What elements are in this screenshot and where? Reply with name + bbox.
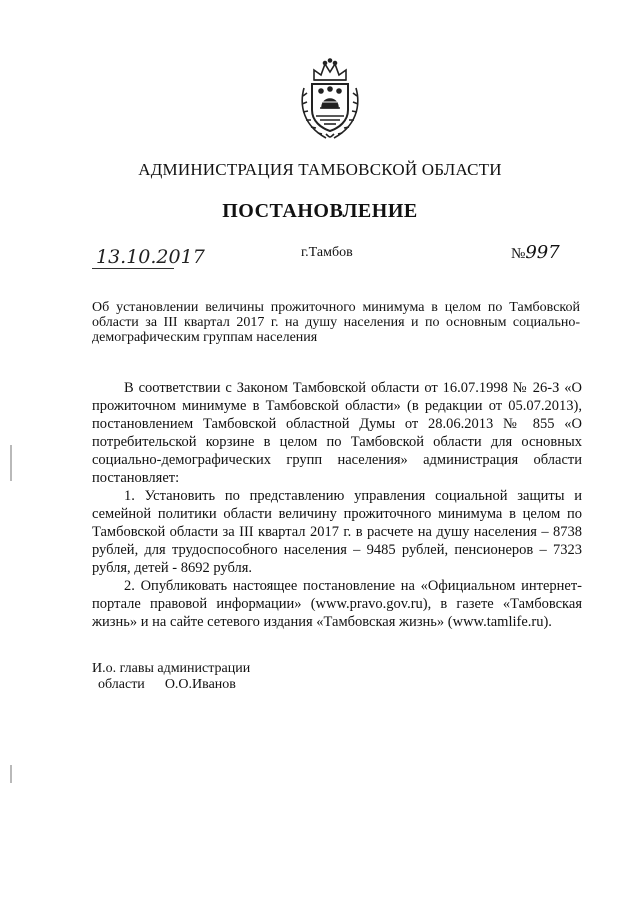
organization-title: АДМИНИСТРАЦИЯ ТАМБОВСКОЙ ОБЛАСТИ bbox=[138, 160, 502, 179]
document-subject: Об установлении величины прожиточного минимума в целом по Тамбовской области за III квартал 2017 г. на душу населения и по основным социально-демографическим группам населения bbox=[92, 300, 580, 345]
document-body bbox=[92, 379, 582, 631]
signature-block bbox=[92, 661, 250, 693]
document-date: 13.10.2017 bbox=[96, 246, 205, 268]
document-number bbox=[511, 242, 560, 263]
body-item-1: 1. Установить по представлению управления социальной защиты и семейной политики области величину прожиточного минимума в целом по Тамбовской области за III квартал 2017 г. в расчете на душу населения – 8738 рублей, для трудоспособного населения – 9485 рублей, пенсионеров – 7323 рубля, детей - 8692 рубля. bbox=[92, 488, 582, 576]
number-value: 997 bbox=[525, 242, 560, 263]
body-preamble: В соответствии с Законом Тамбовской области от 16.07.1998 № 26-З «О прожиточном минимуме в Тамбовской области» (в редакции от 05.07.2013), постановлением Тамбовской областной Думы от 28.06.2013 № 855 «О потребительской корзине в целом по Тамбовской области для основных социально-демографических групп населения» администрация области постановляет: bbox=[92, 380, 582, 486]
signer-name: О.О.Иванов bbox=[164, 677, 236, 692]
number-prefix: № bbox=[511, 246, 526, 262]
coat-of-arms-icon bbox=[296, 58, 364, 142]
document-type-heading: ПОСТАНОВЛЕНИЕ bbox=[222, 200, 418, 222]
scan-edge-mark bbox=[10, 765, 12, 783]
signer-row bbox=[92, 677, 250, 693]
date-underline bbox=[92, 268, 174, 269]
body-item-2: 2. Опубликовать настоящее постановление на «Официальном интернет-портале правовой информации» (www.pravo.gov.ru), в газете «Тамбовская жизнь» и на сайте сетевого издания «Тамбовская жизнь» (www.tamlife.ru). bbox=[92, 578, 582, 630]
signer-position-line1: И.о. главы администрации bbox=[92, 661, 251, 676]
signer-position-line2: области bbox=[98, 677, 145, 692]
scan-edge-mark bbox=[10, 445, 12, 481]
document-city: г.Тамбов bbox=[301, 245, 353, 260]
